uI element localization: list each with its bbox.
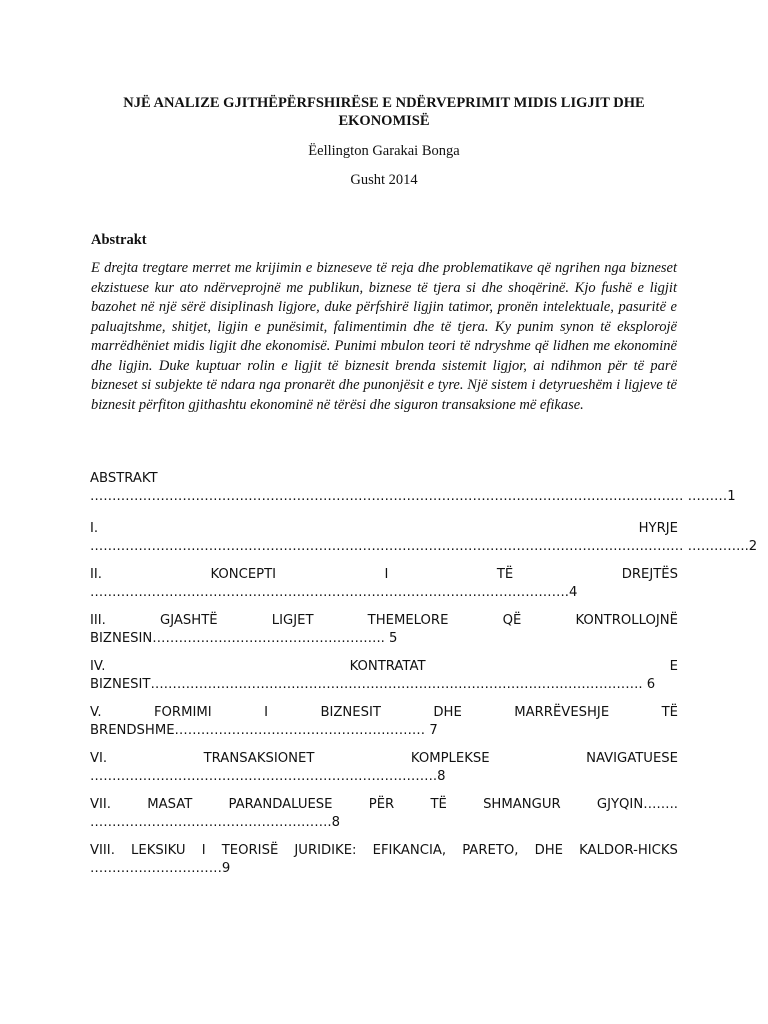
toc-title-word: LEKSIKU [131, 843, 186, 858]
toc-title-word: V. [90, 705, 102, 720]
toc-title-word: PARETO, [462, 843, 519, 858]
toc-entry-title [90, 842, 678, 860]
toc-title-word: BIZNESIT [320, 705, 381, 720]
toc-title-word: THEMELORE [367, 613, 449, 628]
toc-title-word: NAVIGATUESE [586, 751, 678, 766]
toc-entry-leader-page: ……………………………………………………………………………………………………………………… ………1 [90, 489, 736, 504]
toc-entry-leader-page: …………………………………………………………………….8 [90, 769, 446, 784]
toc-entry-title [90, 658, 678, 676]
toc-title-word: FORMIMI [153, 705, 212, 720]
toc-title-word: GJASHTË [160, 613, 218, 628]
toc-entry-leader-page: ……………………………………………………………………………………………….4 [90, 585, 578, 600]
toc-title-word: TRANSAKSIONET [203, 751, 315, 766]
document-date: Gusht 2014 [350, 172, 418, 188]
toc-title-word: KONCEPTI [210, 567, 277, 582]
toc-entry-leader-page: …………………………9 [90, 861, 231, 876]
toc-title-word: PARANDALUESE [228, 797, 333, 812]
toc-entry[interactable] [90, 612, 678, 648]
toc-title-word: I [264, 705, 268, 720]
toc-entry-title [90, 520, 678, 538]
toc-entry-title [90, 796, 678, 814]
toc-title-word: III. [90, 613, 106, 628]
toc-title-word: QË [502, 613, 522, 628]
toc-entry[interactable] [90, 658, 678, 694]
toc-entry-title [90, 566, 678, 584]
toc-entry-title [90, 612, 678, 630]
toc-entry[interactable] [90, 842, 678, 878]
toc-title-word: VIII. [90, 843, 115, 858]
toc-title-word: VII. [90, 797, 111, 812]
toc-title-word: TEORISË [221, 843, 279, 858]
toc-entry[interactable] [90, 520, 758, 556]
toc-title-word: TË [661, 705, 678, 720]
toc-title-word: EFIKANCIA, [372, 843, 447, 858]
toc-entry[interactable] [90, 750, 678, 786]
toc-title-word: LIGJET [271, 613, 314, 628]
toc-entry-leader-page: BIZNESIT…………………………………………………………………………………………………. 6 [90, 677, 656, 692]
toc-title-word: KALDOR-HICKS [579, 843, 678, 858]
toc-entry-leader-page: BIZNESIN…………………………………………….. 5 [90, 631, 398, 646]
document-title: NJË ANALIZE GJITHËPËRFSHIRËSE E NDËRVEPRIMIT MIDIS LIGJIT DHE EKONOMISË [123, 95, 645, 129]
toc-title-word: DREJTËS [621, 567, 678, 582]
toc-entry-leader-page: ……………………………………………….8 [90, 815, 340, 830]
toc-title-word: SHMANGUR [483, 797, 561, 812]
toc-title-word: IV. [90, 659, 106, 674]
abstract-heading: Abstrakt [91, 232, 147, 248]
toc-title-word: MARRËVESHJE [514, 705, 610, 720]
toc-title-word: VI. [90, 751, 108, 766]
toc-title-word: TË [496, 567, 514, 582]
toc-title-word: KONTROLLOJNË [575, 613, 678, 628]
toc-title-word: KOMPLEKSE [410, 751, 490, 766]
toc-entry[interactable] [90, 796, 678, 832]
toc-title-word: II. [90, 567, 102, 582]
toc-entry-title [90, 750, 678, 768]
toc-title-word: GJYQIN…….. [596, 797, 678, 812]
toc-entry-title [90, 470, 678, 488]
toc-title-word: KONTRATAT [349, 659, 426, 674]
toc-title-word: DHE [534, 843, 563, 858]
toc-title-word: HYRJE [638, 521, 678, 536]
toc-title-word: PËR [368, 797, 395, 812]
toc-entry[interactable] [90, 704, 678, 740]
toc-entry-leader-page: BRENDSHME………………………………………………… 7 [90, 723, 438, 738]
author-name: Ëellington Garakai Bonga [308, 143, 460, 159]
toc-title-word: DHE [433, 705, 462, 720]
toc-title-word: ABSTRAKT [90, 471, 158, 486]
abstract-text: E drejta tregtare merret me krijimin e bizneseve të reja dhe problematikave që ngrihen nga bizneset ekzistuese kur ato ndërveprojnë me publikun, biznese të tjera si dhe shoqërinë. Kjo fushë e ligjit bazohet në një sërë disiplinash ligjore, duke përfshirë ligjin tatimor, pronën intelektuale, pasuritë e paluajtshme, shitjet, ligjin e punësimit, falimentimin dhe të tjera. Ky punim synon të eksplorojë marrëdhëniet midis ligjit dhe ekonomisë. Punimi mbulon teori të ndryshme që lidhen me ekonominë dhe ligjin. Duke kuptuar rolin e ligjit të biznesit brenda sistemit ligjor, ai ndihmon për të parë bizneset si subjekte të ndara nga pronarët dhe punonjësit e tyre. Një sistem i detyrueshëm i ligjeve të biznesit përfiton gjithashtu ekonominë në tërësi dhe siguron transaksione më efikase. [91, 260, 677, 413]
table-of-contents [90, 470, 758, 888]
toc-entry[interactable] [90, 470, 736, 506]
toc-title-word: I. [90, 521, 99, 536]
toc-title-word: E [669, 659, 678, 674]
toc-entry-title [90, 704, 678, 722]
toc-title-word: I [384, 567, 389, 582]
toc-entry[interactable] [90, 566, 678, 602]
toc-title-word: I [201, 843, 206, 858]
toc-title-word: JURIDIKE: [294, 843, 357, 858]
toc-entry-leader-page: ……………………………………………………………………………………………………………………… …………..2 [90, 539, 758, 554]
toc-title-word: TË [430, 797, 447, 812]
toc-title-word: MASAT [147, 797, 193, 812]
